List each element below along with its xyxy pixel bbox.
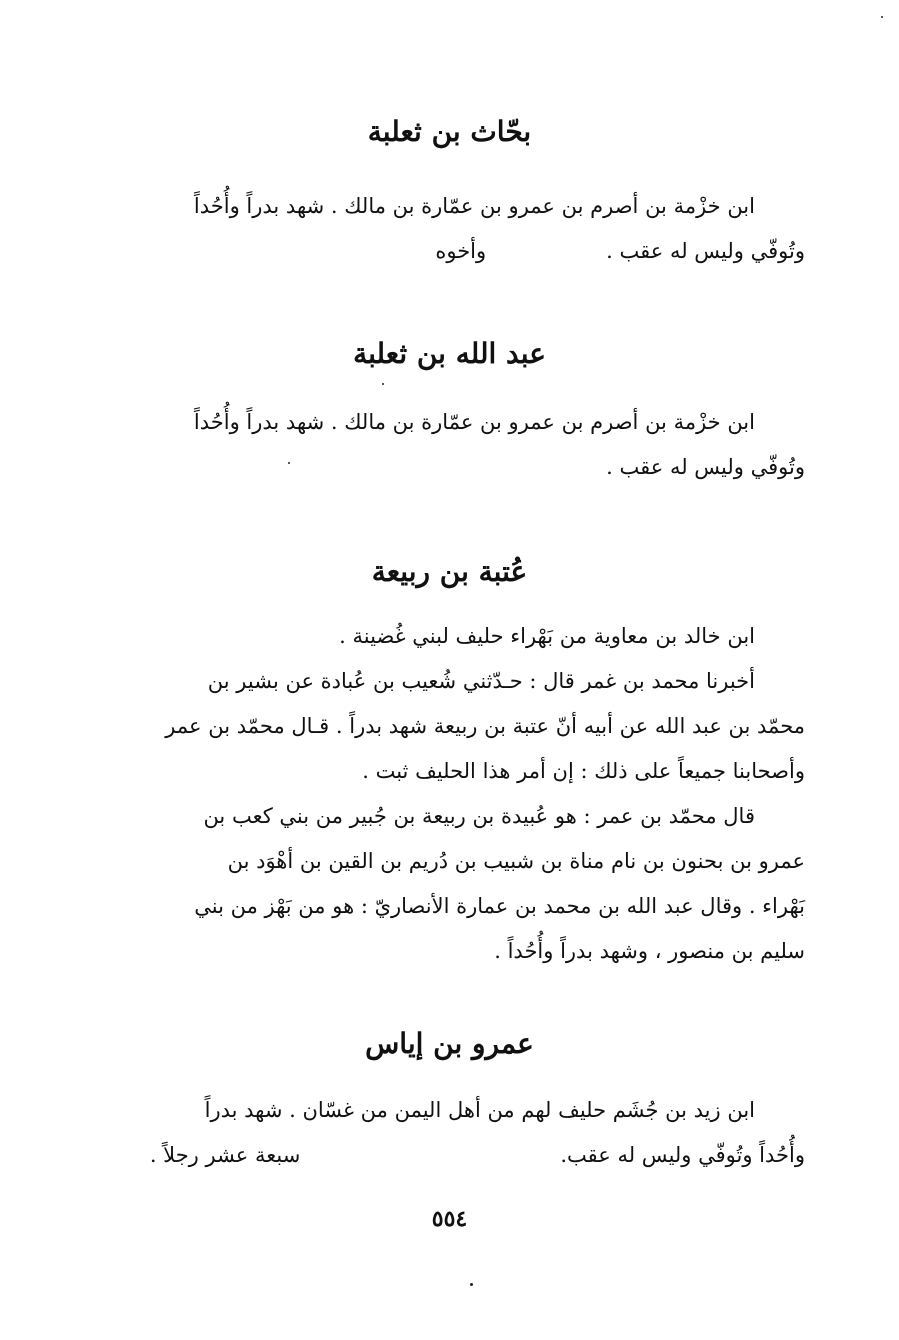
body-line-with-note xyxy=(105,1133,805,1178)
body-line: أخبرنا محمد بن غمر قال : حـدّثني شُعيب بن عُبادة عن بشير بن xyxy=(207,669,755,693)
body-line: سليم بن منصور ، وشهد بدراً وأُحُداً . xyxy=(494,939,805,963)
section-heading-abdullah: عبد الله بن ثعلبة xyxy=(353,337,546,370)
scan-speck xyxy=(288,462,290,464)
section-heading-utba: عُتبة بن ربيعة xyxy=(371,555,528,588)
trailing-note: سبعة عشر رجلاً . xyxy=(149,1143,301,1167)
section-body-utba xyxy=(105,614,805,974)
trailing-note: وأخوه xyxy=(435,239,487,263)
page-number: ٥٥٤ xyxy=(431,1206,468,1232)
body-line: ابن خزْمة بن أصرم بن عمرو بن عمّارة بن مالك . شهد بدراً وأُحُداً xyxy=(193,410,755,434)
body-line: عمرو بن بحنون بن نام مناة بن شبيب بن دُريم بن القين بن أهْوَد بن xyxy=(227,849,805,873)
body-line: ابن خالد بن معاوية من بَهْراء حليف لبني غُضينة . xyxy=(339,624,755,648)
section-body-amr xyxy=(105,1088,805,1178)
body-line: وأصحابنا جميعاً على ذلك : إن أمر هذا الحليف ثبت . xyxy=(362,759,805,783)
body-line-text: وتُوفّي وليس له عقب . xyxy=(606,239,805,263)
body-line: بَهْراء . وقال عبد الله بن محمد بن عمارة الأنصاريّ : هو من بَهْز من بني xyxy=(194,894,805,918)
section-body-abdullah xyxy=(105,400,805,490)
body-line: ابن زيد بن جُشَم حليف لهم من أهل اليمن من غسّان . شهد بدراً xyxy=(204,1098,755,1122)
section-heading-amr: عمرو بن إياس xyxy=(365,1027,534,1060)
scan-speck xyxy=(470,1283,473,1286)
scan-speck xyxy=(881,16,883,18)
body-line: ابن خزْمة بن أصرم بن عمرو بن عمّارة بن مالك . شهد بدراً وأُحُداً xyxy=(193,194,755,218)
body-line-text: وأُحُداً وتُوفّي وليس له عقب. xyxy=(560,1143,805,1167)
section-heading-bahhath: بحّاث بن ثعلبة xyxy=(367,115,532,148)
section-body-bahhath xyxy=(105,184,805,274)
scan-speck xyxy=(382,383,384,385)
body-line: محمّد بن عبد الله عن أبيه أنّ عتبة بن ربيعة شهد بدراً . قـال محمّد بن عمر xyxy=(165,714,805,738)
body-line: قال محمّد بن عمر : هو عُبيدة بن ربيعة بن جُبير من بني كعب بن xyxy=(203,804,755,828)
body-line: وتُوفّي وليس له عقب . xyxy=(606,455,805,479)
body-line-with-note xyxy=(105,229,805,274)
